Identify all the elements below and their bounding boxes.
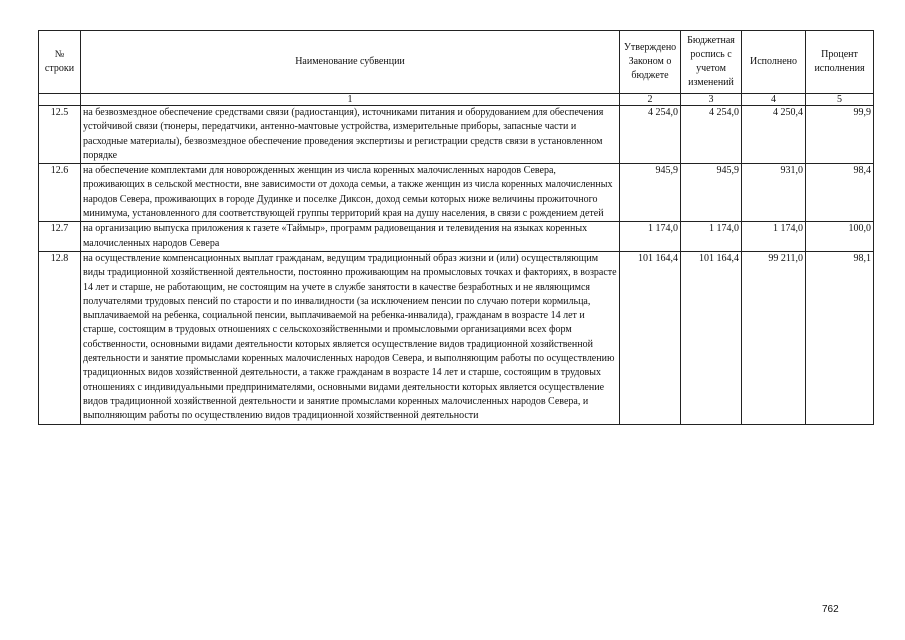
row-number: 12.5 (39, 106, 81, 164)
table-header-row (39, 31, 874, 94)
row-budget: 1 174,0 (681, 222, 742, 252)
row-executed: 931,0 (742, 164, 806, 222)
table-row (39, 106, 874, 164)
row-executed: 4 250,4 (742, 106, 806, 164)
column-number: 1 (81, 94, 620, 106)
table-row (39, 164, 874, 222)
row-percent: 98,1 (806, 251, 874, 424)
column-number: 5 (806, 94, 874, 106)
column-number-row (39, 94, 874, 106)
row-executed: 1 174,0 (742, 222, 806, 252)
row-number: 12.6 (39, 164, 81, 222)
row-number: 12.8 (39, 251, 81, 424)
page-number: 762 (822, 604, 839, 615)
row-approved: 101 164,4 (620, 251, 681, 424)
row-name: на обеспечение комплектами для новорожденных женщин из числа коренных малочисленных народов Севера, проживающих в сельской местности, вне зависимости от дохода семьи, а также женщин из числа коренных малочисленных народов Севера, проживающих в городе Дудинке и поселке Диксон, доход семьи которых ниже величины прожиточного минимума, установленного для соответствующей группы территорий края на душу населения, в связи с рождением детей (81, 164, 620, 222)
row-approved: 945,9 (620, 164, 681, 222)
row-approved: 4 254,0 (620, 106, 681, 164)
row-percent: 98,4 (806, 164, 874, 222)
subvention-table (38, 30, 874, 425)
column-number: 3 (681, 94, 742, 106)
header-num: № строки (39, 31, 81, 94)
column-number (39, 94, 81, 106)
header-executed: Исполнено (742, 31, 806, 94)
row-budget: 101 164,4 (681, 251, 742, 424)
row-number: 12.7 (39, 222, 81, 252)
row-budget: 945,9 (681, 164, 742, 222)
header-approved: Утверждено Законом о бюджете (620, 31, 681, 94)
row-budget: 4 254,0 (681, 106, 742, 164)
table-row (39, 251, 874, 424)
row-name: на организацию выпуска приложения к газете «Таймыр», программ радиовещания и телевидения на языках коренных малочисленных народов Севера (81, 222, 620, 252)
column-number: 2 (620, 94, 681, 106)
row-executed: 99 211,0 (742, 251, 806, 424)
row-name: на безвозмездное обеспечение средствами связи (радиостанция), источниками питания и оборудованием для обеспечения устойчивой связи (тюнеры, передатчики, антенно-мачтовые устройства, измерительные приборы, запасные части и расходные материалы), безвозмездное обеспечение проведения экспертизы и регистрации средств связи в установленном порядке (81, 106, 620, 164)
row-percent: 99,9 (806, 106, 874, 164)
table-row (39, 222, 874, 252)
row-percent: 100,0 (806, 222, 874, 252)
header-percent: Процент исполнения (806, 31, 874, 94)
column-number: 4 (742, 94, 806, 106)
row-name: на осуществление компенсационных выплат гражданам, ведущим традиционный образ жизни и (или) осуществляющим виды традиционной хозяйственной деятельности, постоянно проживающим на промысловых точках и факториях, в возрасте 14 лет и старше, не работающим, не состоящим на учете в службе занятости в качестве безработных и не являющимся получателями трудовых пенсий по старости и по инвалидности (за исключением пенсии по случаю потери кормильца, выплачиваемой на ребенка, социальной пенсии, выплачиваемой на ребенка-инвалида), гражданам в возрасте 14 лет и старше, состоящим в трудовых отношениях с сельскохозяйственными и промысловыми организациями всех форм собственности, основными видами деятельности которых является осуществление видов традиционной хозяйственной деятельности и занятие промыслами коренных малочисленных народов Севера, и выполняющим работы по осуществлению традиционных видов хозяйственной деятельности, а также гражданам в возрасте 14 лет и старше, состоящим в трудовых отношениях с индивидуальными предпринимателями, основными видами деятельности которых является осуществление видов традиционной хозяйственной деятельности и занятие промыслами коренных малочисленных народов Севера, и выполняющим работы по осуществлению видов традиционной хозяйственной деятельности (81, 251, 620, 424)
header-name: Наименование субвенции (81, 31, 620, 94)
header-budget: Бюджетная роспись с учетом изменений (681, 31, 742, 94)
row-approved: 1 174,0 (620, 222, 681, 252)
